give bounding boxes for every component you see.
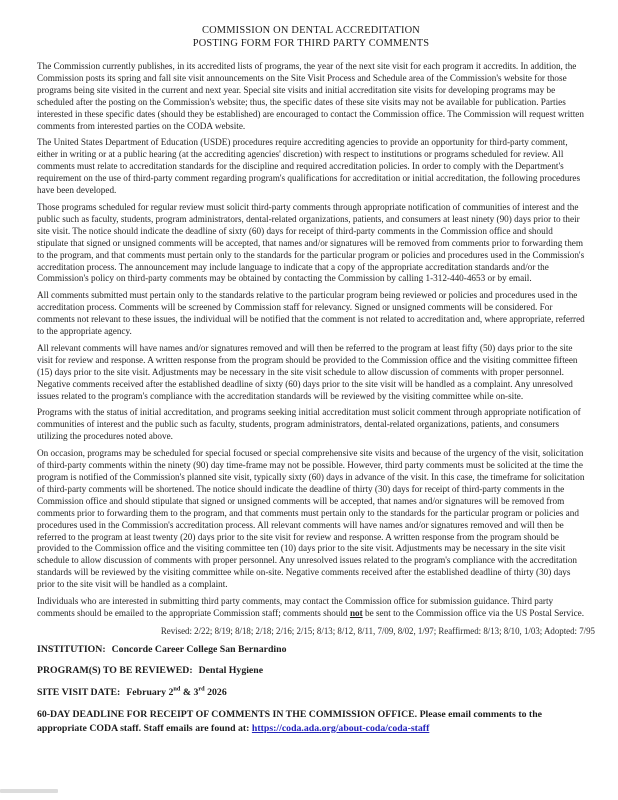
- paragraph-6: Programs with the status of initial accreditation, and programs seeking initial accreditation must solicit comment through appropriate notification of communities of interest and the public such as faculty, students, program administrators, dental-related organizations, patients, and consumers utilizing the procedures noted above.: [37, 407, 581, 442]
- coda-staff-link[interactable]: https://coda.ada.org/about-coda/coda-staff: [251, 722, 430, 734]
- program-label: PROGRAM(S) TO BE REVIEWED:: [37, 665, 193, 677]
- site-visit-date-field: [37, 687, 585, 700]
- closing-paragraph: [37, 596, 585, 620]
- paragraph-4: All comments submitted must pertain only to the standards relative to the particular program being reviewed or policies and procedures used in the accreditation process. Comments will be screened by Commission staff for relevancy. Signed or unsigned comments will be considered. For comments not relevant to these issues, the individual will be notified that the comment is not related to accreditation and, where appropriate, referred to the appropriate agency.: [37, 290, 585, 337]
- scan-artifact: [0, 789, 58, 793]
- paragraph-3: Those programs scheduled for regular review must solicit third-party comments through appropriate notification of communities of interest and the public such as faculty, students, program administrators, dental-related organizations, patients, and consumers at least ninety (90) days prior to their site visit. The notice should indicate the deadline of sixty (60) days for receipt of third-party comments in the Commission office and should stipulate that signed or unsigned comments will be accepted, that names and/or signatures will be removed from comments prior to forwarding them to the program, and that comments must pertain only to the standards for the particular program or policies and procedures used in the Commission's accreditation process. The announcement may include language to indicate that a copy of the appropriate accreditation standards and/or the Commission's policy on third-party comments may be obtained by contacting the Commission by calling 1-312-440-4653 or by email.: [37, 201, 585, 284]
- revision-history-line: Revised: 2/22; 8/19; 8/18; 2/18; 2/16; 2/15; 8/13; 8/12, 8/11, 7/09, 8/02, 1/97; Reaffirmed: 8/13; 8/10, 1/03; Adopted: 7/95: [160, 625, 595, 636]
- closing-text-after: be sent to the Commission office via the US Postal Service.: [362, 607, 585, 618]
- paragraph-7: On occasion, programs may be scheduled for special focused or special comprehensive site visits and because of the urgency of the visit, solicitation of third-party comments within the ninety (90) day time-frame may not be possible. However, third party comments must be solicited at the time the program is notified of the Commission's planned site visit, typically sixty (60) days in advance of the visit. In this case, the timeframe for solicitation of third-party comments will be shortened. The notice should indicate the deadline of thirty (30) days for receipt of third-party comments in the Commission office and should stipulate that signed or unsigned comments will be accepted, that names and/or signatures will be removed from comments prior to forwarding them to the program, and that comments must pertain only to the standards for the particular program or policies and procedures used in the Commission's accreditation process. All relevant comments will have names and/or signatures removed and will then be referred to the program at least twenty (20) days prior to the site visit for review and response. A written response from the program should be provided to the Commission office and the visiting committee ten (10) days prior to the site visit. Adjustments may be necessary in the site visit schedule to allow discussion of comments with proper personnel. Any unresolved issues related to the program's compliance with the accreditation standards will be reviewed by the visiting committee while on-site. Negative comments received after the established deadline of thirty (30) days prior to the site visit will be handled as a complaint.: [37, 448, 585, 590]
- site-visit-date-label: SITE VISIT DATE:: [37, 686, 121, 698]
- program-field: [37, 665, 585, 678]
- closing-emphasis-not: not: [349, 607, 363, 618]
- institution-label: INSTITUTION:: [37, 643, 106, 655]
- document-title-line2: POSTING FORM FOR THIRD PARTY COMMENTS: [192, 38, 430, 49]
- program-value: Dental Hygiene: [198, 665, 264, 677]
- site-visit-date-value: February 2nd & 3rd 2026: [126, 685, 227, 698]
- paragraph-2: The United States Department of Education (USDE) procedures require accrediting agencies to provide an opportunity for third-party comment, either in writing or at a public hearing (at the accrediting agencies' discretion) with respect to institutions or programs scheduled for review. All comments must relate to accreditation standards for the discipline and required accreditation policies. In order to comply with the Department's requirement on the use of third-party comment regarding program's qualifications for accreditation or initial accreditation, the following procedures have been developed.: [37, 137, 581, 196]
- document-title-line1: COMMISSION ON DENTAL ACCREDITATION: [201, 25, 421, 36]
- institution-field: [37, 644, 585, 657]
- document-title: [37, 24, 585, 50]
- deadline-note: [37, 708, 585, 735]
- ordinal-rd: rd: [198, 685, 205, 693]
- deadline-text: 60-DAY DEADLINE FOR RECEIPT OF COMMENTS IN THE COMMISSION OFFICE. Please email comments to the appropriate CODA staff. Staff emails are found at:: [37, 709, 542, 734]
- paragraph-1: The Commission currently publishes, in its accredited lists of programs, the year of the next site visit for each program it accredits. In addition, the Commission posts its spring and fall site visit announcements on the Site Visit Process and Schedule area of the Commission's website for those programs being site visited in the current and next year. Special site visits and initial accreditation site visits for developing programs may be scheduled after the posting on the Commission's website; thus, the specific dates of these site visits may not be available for publication. Parties interested in these specific dates (should they be established) are encouraged to contact the Commission office. The Commission will request written comments from interested parties on the CODA website.: [37, 61, 584, 131]
- ordinal-nd: nd: [173, 685, 181, 693]
- document-body: [37, 61, 585, 591]
- institution-value: Concorde Career College San Bernardino: [111, 643, 287, 655]
- closing-text-before: Individuals who are interested in submitting third party comments, may contact the Commission office for submission guidance. Third party comments should be emailed to the appropriate Commission staff; comments should: [37, 596, 554, 618]
- paragraph-5: All relevant comments will have names and/or signatures removed and will then be referred to the program at least fifty (50) days prior to the site visit for review and response. A written response from the program should be provided to the Commission office and the visiting committee fifteen (15) days prior to the site visit. Adjustments may be necessary in the site visit schedule to allow discussion of comments with proper personnel. Negative comments received after the established deadline of sixty (60) days prior to the site visit will be handled as a complaint. Any unresolved issues related to the program's compliance with the accreditation standards will be reviewed by the visiting committee while on-site.: [37, 342, 578, 401]
